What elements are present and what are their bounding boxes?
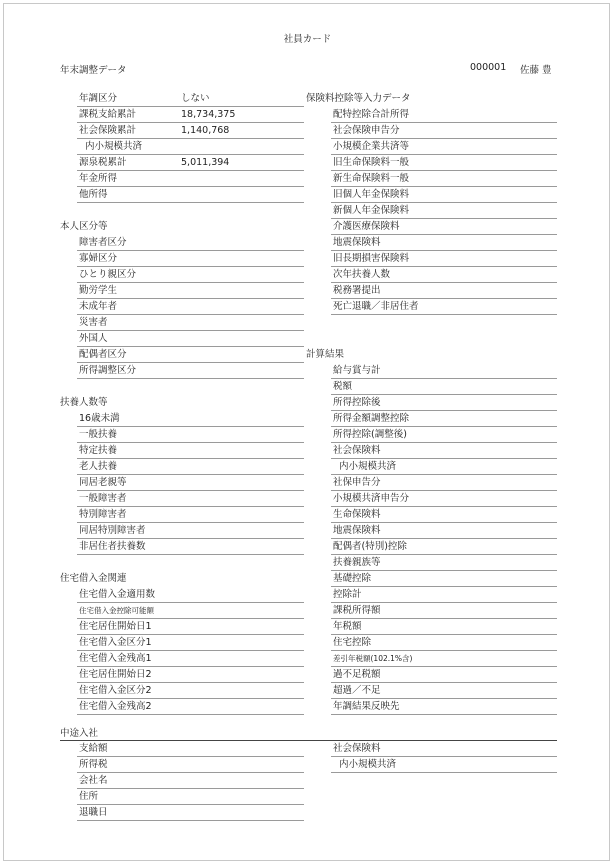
field-row	[77, 587, 304, 603]
field-row	[77, 699, 304, 715]
field-row	[331, 523, 557, 539]
field-label: 過不足税額	[333, 669, 381, 680]
section-heading-year-end: 年末調整データ	[60, 65, 127, 76]
field-label: 所得控除後	[333, 397, 381, 408]
field-row	[331, 491, 557, 507]
field-label: 課税支給累計	[79, 109, 137, 120]
field-label: 住宅居住開始日2	[79, 669, 152, 680]
field-row	[331, 299, 557, 315]
field-label: 小規模共済申告分	[333, 493, 410, 504]
field-row	[77, 475, 304, 491]
field-row	[77, 331, 304, 347]
field-label: 老人扶養	[79, 461, 118, 472]
field-label: 特定扶養	[79, 445, 118, 456]
field-label: 控除計	[333, 589, 362, 600]
midyear-section-title: 中途入社	[60, 728, 99, 739]
field-row	[331, 459, 557, 475]
field-row	[77, 155, 304, 171]
field-label: 一般障害者	[79, 493, 127, 504]
field-row	[331, 475, 557, 491]
field-row	[77, 491, 304, 507]
field-row	[331, 539, 557, 555]
field-label: 同居老親等	[79, 477, 127, 488]
employee-name: 佐藤 豊	[520, 65, 552, 76]
field-row	[331, 187, 557, 203]
field-label: 次年扶養人数	[333, 269, 391, 280]
employee-number: 000001	[470, 62, 507, 73]
field-row	[331, 123, 557, 139]
field-label: 内小規模共済	[339, 461, 397, 472]
field-label: 配偶者(特別)控除	[333, 541, 407, 552]
field-label: 非居住者扶養数	[79, 541, 146, 552]
field-row	[77, 267, 304, 283]
field-row	[77, 459, 304, 475]
field-label: 災害者	[79, 317, 108, 328]
field-row	[331, 411, 557, 427]
field-row	[331, 219, 557, 235]
field-label: 旧生命保険料一般	[333, 157, 410, 168]
field-label: 基礎控除	[333, 573, 372, 584]
field-row	[331, 251, 557, 267]
field-label: 住宅控除	[333, 637, 372, 648]
field-label: 源泉税累計	[79, 157, 127, 168]
field-row	[77, 427, 304, 443]
field-label: 住宅居住開始日1	[79, 621, 152, 632]
field-label: ひとり親区分	[79, 269, 137, 280]
field-label: 配特控除合計所得	[333, 109, 410, 120]
field-row	[331, 507, 557, 523]
field-row	[77, 139, 304, 155]
field-label: 住宅借入金適用数	[79, 589, 156, 600]
field-label: 内小規模共済	[85, 141, 143, 152]
insurance-section-title: 保険料控除等入力データ	[306, 93, 411, 104]
field-row	[331, 757, 557, 773]
field-label: 所得調整区分	[79, 365, 137, 376]
field-label: 内小規模共済	[339, 759, 397, 770]
field-label: 年調結果反映先	[333, 701, 400, 712]
field-label: 所得控除(調整後)	[333, 429, 407, 440]
field-value: しない	[181, 93, 210, 104]
field-row	[331, 235, 557, 251]
field-value: 18,734,375	[181, 109, 236, 120]
field-row	[77, 667, 304, 683]
field-row	[77, 251, 304, 267]
field-row	[331, 667, 557, 683]
field-label: 退職日	[79, 807, 108, 818]
field-label: 新生命保険料一般	[333, 173, 410, 184]
field-label: 社会保険料	[333, 743, 381, 754]
field-value: 5,011,394	[181, 157, 230, 168]
field-row	[77, 773, 304, 789]
field-row	[331, 363, 557, 379]
page-title: 社員カード	[283, 34, 332, 45]
field-row	[77, 523, 304, 539]
field-row	[331, 139, 557, 155]
housing-section-title: 住宅借入金関連	[60, 573, 127, 584]
field-row	[77, 187, 304, 203]
field-row	[331, 427, 557, 443]
field-label: 他所得	[79, 189, 108, 200]
field-label: 旧長期損害保険料	[333, 253, 410, 264]
field-label: 所得税	[79, 759, 108, 770]
field-row	[77, 171, 304, 187]
field-row	[331, 683, 557, 699]
field-row	[77, 539, 304, 555]
field-label: 勤労学生	[79, 285, 118, 296]
field-label: 給与賞与計	[333, 365, 381, 376]
field-label: 税額	[333, 381, 353, 392]
field-label: 障害者区分	[79, 237, 127, 248]
field-label: 所得金額調整控除	[333, 413, 410, 424]
field-row	[77, 91, 304, 107]
field-row	[331, 741, 557, 757]
field-label: 新個人年金保険料	[333, 205, 410, 216]
field-label: 年税額	[333, 621, 362, 632]
field-label: 年調区分	[79, 93, 118, 104]
field-row	[331, 203, 557, 219]
field-row	[331, 651, 557, 667]
field-row	[77, 619, 304, 635]
person-section-title: 本人区分等	[60, 221, 108, 232]
field-label: 介護医療保険料	[333, 221, 400, 232]
field-row	[331, 571, 557, 587]
field-row	[77, 107, 304, 123]
field-label: 住宅借入金区分1	[79, 637, 152, 648]
field-label: 超過／不足	[333, 685, 381, 696]
field-label: 税務署提出	[333, 285, 381, 296]
field-label: 会社名	[79, 775, 108, 786]
field-label: 旧個人年金保険料	[333, 189, 410, 200]
field-row	[331, 443, 557, 459]
field-row	[77, 315, 304, 331]
field-value: 1,140,768	[181, 125, 230, 136]
field-row	[77, 757, 304, 773]
dependents-section-title: 扶養人数等	[60, 397, 108, 408]
field-row	[77, 443, 304, 459]
field-label: 住宅借入金残高1	[79, 653, 152, 664]
field-label: 社会保険料	[333, 445, 381, 456]
field-label: 死亡退職／非居住者	[333, 301, 419, 312]
field-label: 住宅借入金控除可能額	[79, 606, 154, 615]
field-row	[77, 683, 304, 699]
field-row	[77, 299, 304, 315]
calc-section-title: 計算結果	[306, 349, 345, 360]
field-row	[77, 411, 304, 427]
field-label: 一般扶養	[79, 429, 118, 440]
field-label: 住宅借入金区分2	[79, 685, 152, 696]
field-row	[331, 283, 557, 299]
field-row	[331, 619, 557, 635]
field-row	[331, 699, 557, 715]
field-row	[331, 603, 557, 619]
field-row	[77, 363, 304, 379]
field-label: 生命保険料	[333, 509, 381, 520]
field-row	[331, 107, 557, 123]
field-row	[331, 395, 557, 411]
field-label: 配偶者区分	[79, 349, 127, 360]
field-label: 支給額	[79, 743, 108, 754]
field-label: 16歳未満	[79, 413, 120, 424]
field-label: 住所	[79, 791, 99, 802]
field-label: 未成年者	[79, 301, 118, 312]
field-row	[331, 155, 557, 171]
field-row	[331, 555, 557, 571]
field-label: 小規模企業共済等	[333, 141, 410, 152]
field-row	[77, 603, 304, 619]
field-label: 社保申告分	[333, 477, 381, 488]
field-label: 扶養親族等	[333, 557, 381, 568]
field-row	[77, 507, 304, 523]
field-label: 年金所得	[79, 173, 118, 184]
field-label: 社会保険申告分	[333, 125, 400, 136]
field-row	[77, 123, 304, 139]
field-label: 同居特別障害者	[79, 525, 146, 536]
field-label: 社会保険累計	[79, 125, 137, 136]
field-label: 特別障害者	[79, 509, 127, 520]
field-row	[77, 651, 304, 667]
field-row	[331, 171, 557, 187]
field-row	[77, 235, 304, 251]
field-row	[331, 267, 557, 283]
field-label: 外国人	[79, 333, 108, 344]
field-label: 差引年税額(102.1%含)	[333, 654, 413, 663]
field-row	[331, 587, 557, 603]
field-row	[77, 741, 304, 757]
field-row	[77, 805, 304, 821]
field-row	[77, 789, 304, 805]
field-row	[77, 635, 304, 651]
field-label: 地震保険料	[333, 525, 381, 536]
field-row	[77, 347, 304, 363]
field-row	[331, 635, 557, 651]
field-label: 課税所得額	[333, 605, 381, 616]
field-label: 寡婦区分	[79, 253, 118, 264]
field-row	[331, 379, 557, 395]
field-label: 地震保険料	[333, 237, 381, 248]
field-row	[77, 283, 304, 299]
field-label: 住宅借入金残高2	[79, 701, 152, 712]
